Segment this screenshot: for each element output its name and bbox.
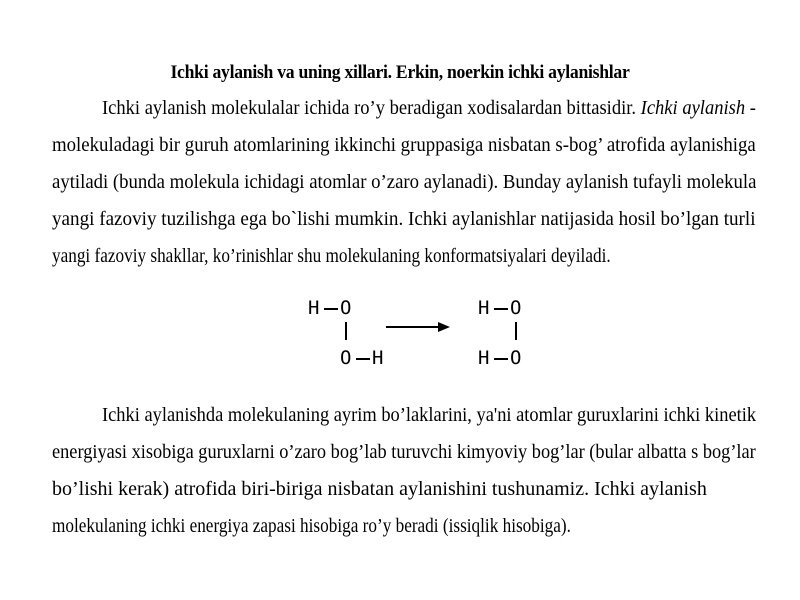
atom-label: H — [478, 347, 490, 369]
bond-line — [494, 308, 508, 310]
text-line: aytiladi (bunda molekula ichidagi atomlar o’zaro aylanadi). Bunday aylanish tufayli molekula — [52, 171, 756, 193]
text-line: molekuladagi bir guruh atomlarining ikkinchi gruppasiga nisbatan s-bog’ atrofida aylanishiga — [52, 134, 756, 156]
text-line: Ichki aylanish molekulalar ichida ro’y beradigan xodisalardan bittasidir. Ichki aylanish - — [102, 97, 756, 119]
atom-label: O — [340, 347, 352, 369]
text-line: yangi fazoviy shakllar, ko’rinishlar shu molekulaning konformatsiyalari deyiladi. — [52, 245, 611, 267]
paragraph-explanation — [52, 397, 756, 545]
bond-line — [515, 322, 517, 340]
italic-term: Ichki aylanish — [640, 97, 746, 119]
bond-line — [345, 322, 347, 340]
text-line: Ichki aylanishda molekulaning ayrim bo’laklarini, ya'ni atomlar guruxlarini ichki kinetik — [102, 404, 756, 426]
rotation-diagram — [300, 292, 540, 377]
reaction-arrow-icon — [384, 320, 454, 334]
atom-label: O — [510, 347, 522, 369]
paragraph-intro — [52, 90, 756, 275]
document-title: Ichki aylanish va uning xillari. Erkin, noerkin ichki aylanishlar — [170, 62, 630, 83]
atom-label: H — [372, 347, 384, 369]
text-line: energiyasi xisobiga guruxlarni o’zaro bog’lab turuvchi kimyoviy bog’lar (bular albatta s bog’lar — [52, 441, 756, 463]
bond-line — [356, 358, 370, 360]
text-line: bo’lishi kerak) atrofida biri-biriga nisbatan aylanishini tushunamiz. Ichki aylanish — [52, 478, 707, 500]
atom-label: O — [340, 297, 352, 319]
text-line: molekulaning ichki energiya zapasi hisobiga ro’y beradi (issiqlik hisobiga). — [52, 515, 571, 537]
atom-label: O — [510, 297, 522, 319]
atom-label: H — [308, 297, 320, 319]
bond-line — [494, 358, 508, 360]
text-line: yangi fazoviy tuzilishga ega bo`lishi mumkin. Ichki aylanishlar natijasida hosil bo’lgan turli — [52, 208, 756, 230]
atom-label: H — [478, 297, 490, 319]
bond-line — [324, 308, 338, 310]
